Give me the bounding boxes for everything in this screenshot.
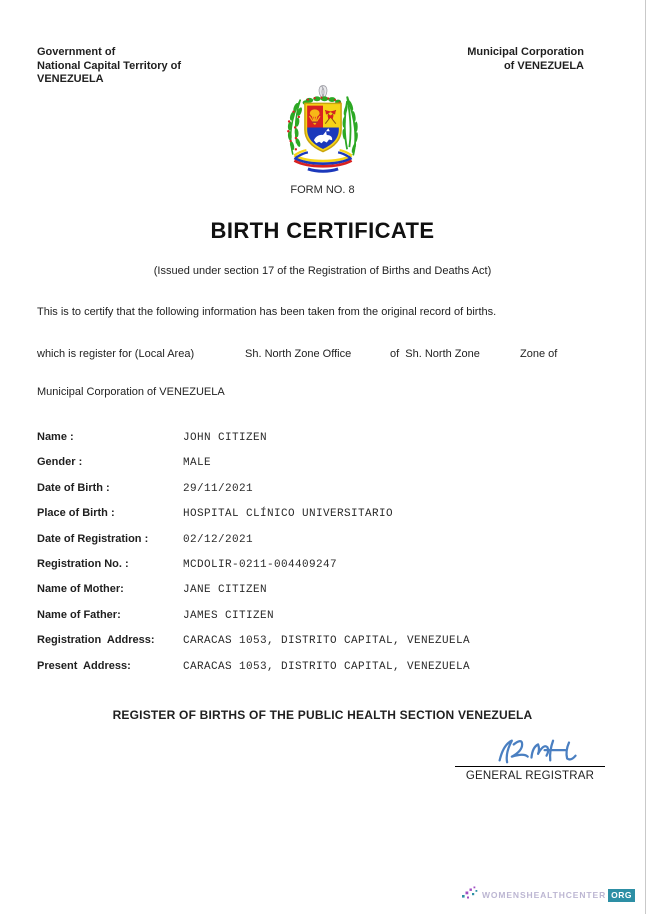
field-value: HOSPITAL CLÍNICO UNIVERSITARIO (183, 508, 394, 521)
signature-block (455, 736, 605, 782)
certificate-fields (37, 431, 597, 685)
field-label: Name : (37, 431, 74, 443)
page-title: BIRTH CERTIFICATE (210, 218, 435, 243)
field-label: Name of Mother: (37, 583, 124, 596)
venezuela-coat-of-arms-icon (272, 83, 374, 181)
issuer-left-line: VENEZUELA (37, 73, 104, 85)
field-label: Name of Father: (37, 608, 121, 621)
issuer-left-line: Government of (37, 46, 116, 58)
field-row-name (37, 431, 597, 456)
issuer-right-block (467, 46, 584, 73)
field-row-gender (37, 456, 597, 481)
field-label: Place of Birth : (37, 507, 115, 520)
issuer-left-block (37, 46, 181, 87)
watermark-org-badge: ORG (608, 889, 635, 902)
issuer-left-line: National Capital Territory of (37, 59, 182, 72)
field-row-mother-name (37, 583, 597, 608)
field-label: Date of Registration : (37, 532, 149, 545)
field-value: MCDOLIR-0211-004409247 (183, 558, 338, 571)
site-watermark (461, 885, 635, 905)
field-value: CARACAS 1053, DISTRITO CAPITAL, VENEZUELA (183, 660, 471, 673)
register-area-line (37, 348, 597, 362)
register-office-value: Sh. North Zone Office (245, 348, 352, 360)
field-value: MALE (183, 457, 212, 470)
registrar-signature-icon (493, 736, 585, 766)
register-line-suffix: Zone of (520, 348, 558, 360)
field-value: JOHN CITIZEN (183, 432, 268, 444)
field-value: JANE CITIZEN (183, 584, 268, 597)
watermark-text: WOMENSHEALTHCENTER (481, 890, 607, 900)
register-line-prefix: which is register for (Local Area) (37, 348, 195, 360)
field-label: Registration No. : (37, 557, 129, 570)
registrar-title: GENERAL REGISTRAR (465, 770, 595, 782)
field-row-date-of-registration (37, 533, 597, 558)
field-value: CARACAS 1053, DISTRITO CAPITAL, VENEZUELA (183, 635, 471, 648)
field-row-present-address (37, 660, 597, 685)
field-row-registration-address (37, 634, 597, 659)
field-value: JAMES CITIZEN (183, 609, 275, 622)
field-label: Date of Birth : (37, 481, 110, 494)
issuer-right-line: Municipal Corporation (467, 46, 584, 58)
form-number: FORM NO. 8 (290, 184, 355, 196)
municipal-corporation-line: Municipal Corporation of VENEZUELA (37, 386, 225, 398)
field-value: 29/11/2021 (183, 482, 254, 495)
field-label: Registration Address: (37, 634, 155, 647)
title-subnote: (Issued under section 17 of the Registration of Births and Deaths Act) (153, 265, 492, 277)
register-zone-value: of Sh. North Zone (390, 348, 480, 360)
sparkle-dots-icon (461, 885, 479, 901)
field-row-date-of-birth (37, 482, 597, 507)
field-label: Gender : (37, 456, 83, 469)
field-label: Present Address: (37, 659, 131, 672)
field-row-place-of-birth (37, 507, 597, 532)
signature-line (455, 766, 605, 767)
issuer-right-line: of VENEZUELA (503, 59, 584, 72)
certify-statement: This is to certify that the following information has been taken from the original record of births. (37, 306, 497, 318)
field-row-father-name (37, 609, 597, 634)
field-row-registration-no (37, 558, 597, 583)
field-value: 02/12/2021 (183, 533, 254, 546)
register-of-births-heading: REGISTER OF BIRTHS OF THE PUBLIC HEALTH SECTION VENEZUELA (112, 708, 533, 722)
